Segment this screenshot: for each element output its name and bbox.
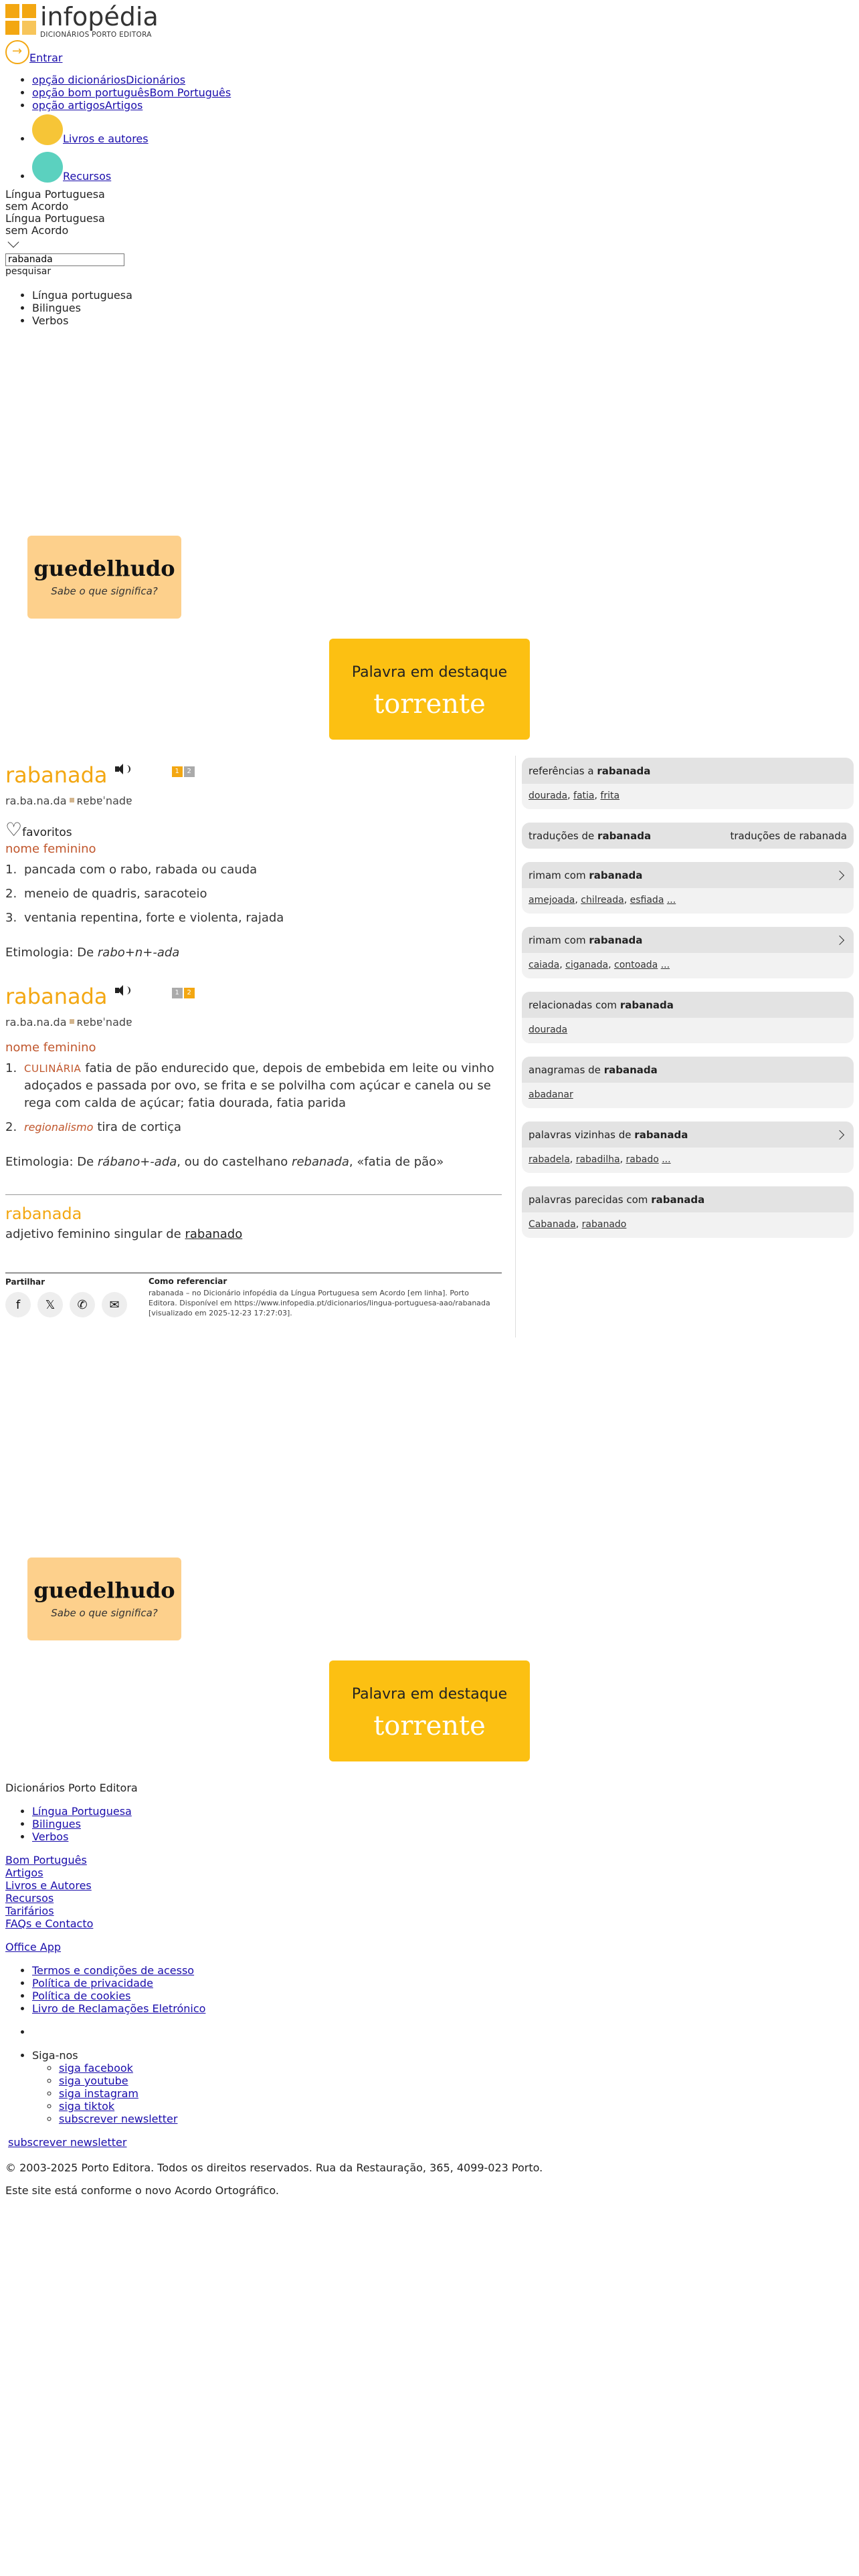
related-link[interactable]: frita xyxy=(600,790,620,801)
favorites-button[interactable] xyxy=(5,821,502,839)
ipa: ʀɐbɐˈnadɐ xyxy=(76,794,132,807)
entry-title: rabanada xyxy=(5,762,108,788)
etymology: Etimologia: De rábano+-ada, ou do castelhano rebanada, «fatia de pão» xyxy=(5,1155,444,1169)
main-nav xyxy=(5,74,231,183)
featured-word: torrente xyxy=(373,1711,486,1741)
more-link[interactable]: ... xyxy=(666,895,676,905)
footer xyxy=(5,1782,854,2149)
speaker-icon[interactable] xyxy=(115,764,128,774)
footer-empty-list xyxy=(5,2026,854,2038)
dictionaries-icon: opção dicionários xyxy=(32,74,126,86)
definition-item: 3. ventania repentina, forte e violenta, rajada xyxy=(5,911,284,925)
related-link[interactable]: abadanar xyxy=(529,1089,573,1100)
homonym-tab-2[interactable]: 2 xyxy=(184,988,195,998)
footer-dictionaries xyxy=(5,1805,854,1843)
nav-item-bom-portugues[interactable] xyxy=(32,86,231,99)
youtube-icon[interactable]: siga youtube xyxy=(59,2074,128,2087)
homonym-tab-2[interactable]: 2 xyxy=(184,766,195,777)
dictionary-selector[interactable] xyxy=(5,189,105,249)
footer-link[interactable]: Verbos xyxy=(32,1830,69,1843)
definition-item: 1. CULINÁRIA fatia de pão endurecido que, depois de embebida em leite ou vinho adoçados e passada por ovo, se frita e se polvilha com açúcar e canela ou se rega com calda de açúcar; fatia dourada, fatia parida xyxy=(5,1061,494,1110)
books-icon xyxy=(32,114,63,145)
footer-link[interactable]: Artigos xyxy=(5,1866,43,1879)
nav-item-livros[interactable] xyxy=(32,114,231,145)
word-of-day-question: Sabe o que significa? xyxy=(51,1607,158,1619)
heart-icon: ♡ xyxy=(5,819,23,841)
translations-image: traduções de rabanada xyxy=(730,829,847,842)
chevron-down-icon[interactable] xyxy=(8,237,19,248)
footer-link[interactable]: Tarifários xyxy=(5,1905,54,1917)
share-label: Partilhar xyxy=(5,1277,45,1287)
related-link[interactable]: Cabanada xyxy=(529,1219,576,1230)
definitions-list xyxy=(5,1060,502,1136)
footer-link[interactable]: Termos e condições de acesso xyxy=(32,1964,195,1977)
syllables: ra.ba.na.da xyxy=(5,794,67,807)
related-link[interactable]: rabadilha xyxy=(575,1154,620,1165)
definition-link[interactable]: rabanado xyxy=(185,1227,243,1241)
chevron-right-icon[interactable] xyxy=(835,870,844,879)
nav-label-recursos[interactable]: Recursos xyxy=(63,170,112,183)
dictionary-selected-line1: Língua Portuguesa xyxy=(5,188,105,201)
definition-item: 2. regionalismo tira de cortiça xyxy=(5,1120,182,1134)
entry-2 xyxy=(5,984,502,1169)
entry-subtitle: rabanada xyxy=(5,1204,82,1223)
ipa: ʀɐbɐˈnadɐ xyxy=(76,1016,132,1029)
speaker-icon[interactable] xyxy=(115,985,128,996)
grammatical-category: nome feminino xyxy=(5,842,96,856)
card-anagrams: anagramas de rabanada abadanar xyxy=(522,1057,854,1108)
logo-subtitle: DICIONÁRIOS PORTO EDITORA xyxy=(40,31,152,39)
nav-item-artigos[interactable] xyxy=(32,99,231,112)
dictionary-option-line1: Língua Portuguesa xyxy=(5,212,105,225)
related-link[interactable]: dourada xyxy=(529,790,568,801)
login-icon xyxy=(5,40,29,64)
featured-word-card[interactable] xyxy=(329,639,530,740)
footer-social xyxy=(5,2049,854,2125)
word-of-day-card[interactable] xyxy=(27,1558,181,1640)
homonym-tab-1[interactable]: 1 xyxy=(172,988,183,998)
entry-1 xyxy=(5,762,502,960)
nav-label-artigos[interactable]: Artigos xyxy=(104,99,143,112)
related-link[interactable]: chilreada xyxy=(581,895,624,905)
search-icon[interactable]: pesquisar xyxy=(5,266,52,277)
word-of-day-word: guedelhudo xyxy=(33,1578,175,1603)
region-label: regionalismo xyxy=(24,1121,94,1134)
nav-label-dicionarios[interactable]: Dicionários xyxy=(126,74,186,86)
footer-link[interactable]: Política de cookies xyxy=(32,1990,131,2002)
x-icon[interactable]: 𝕏 xyxy=(37,1292,63,1317)
suggestion-item[interactable]: • Língua portuguesa xyxy=(32,289,132,302)
logo[interactable] xyxy=(5,4,159,39)
chevron-right-icon[interactable] xyxy=(835,935,844,944)
search-input[interactable] xyxy=(5,253,124,266)
homonym-tabs xyxy=(172,763,196,777)
sidebar xyxy=(522,758,854,1251)
footer-links xyxy=(5,1854,854,1930)
etymology: Etimologia: De rabo+n+-ada xyxy=(5,946,180,960)
copyright: © 2003-2025 Porto Editora. Todos os direitos reservados. Rua da Restauração, 365, 4099-023 Porto. xyxy=(5,2161,543,2174)
orthography-note: Este site está conforme o novo Acordo Ortográfico. xyxy=(5,2184,279,2197)
citation xyxy=(149,1277,496,1318)
homonym-tabs xyxy=(172,984,196,998)
featured-word: torrente xyxy=(373,689,486,720)
footer-title: Dicionários Porto Editora xyxy=(5,1782,138,1794)
related-link[interactable]: amejoada xyxy=(529,895,575,905)
related-link[interactable]: caiada xyxy=(529,960,560,970)
card-rhymes-1: rimam com rabanada amejoada, chilreada, esfiada ... xyxy=(522,862,854,914)
card-related: relacionadas com rabanada dourada xyxy=(522,992,854,1043)
good-portuguese-icon: opção bom português xyxy=(32,86,150,99)
suggestion-item[interactable]: • Verbos xyxy=(32,314,132,327)
entry-title: rabanada xyxy=(5,984,108,1009)
footer-link[interactable]: Recursos xyxy=(5,1892,54,1905)
tiktok-icon[interactable]: siga tiktok xyxy=(59,2100,115,2113)
featured-word-card[interactable] xyxy=(329,1660,530,1761)
column-divider xyxy=(515,756,516,1337)
related-link[interactable]: ciganada xyxy=(565,960,609,970)
facebook-icon[interactable]: f xyxy=(5,1292,31,1317)
login-link[interactable] xyxy=(5,40,62,64)
articles-icon: opção artigos xyxy=(32,99,105,112)
dictionary-suggestions xyxy=(5,289,132,327)
footer-link[interactable]: Livro de Reclamações Eletrónico xyxy=(32,2002,206,2015)
instagram-icon[interactable]: siga instagram xyxy=(59,2087,138,2100)
definition-item: 1. pancada com o rabo, rabada ou cauda xyxy=(5,863,258,877)
footer-link[interactable]: Bilingues xyxy=(32,1818,81,1830)
related-link[interactable]: contoada xyxy=(614,960,658,970)
definitions-list xyxy=(5,861,502,927)
footer-link[interactable]: FAQs e Contacto xyxy=(5,1917,94,1930)
card-references: referências a rabanada dourada, fatia, frita xyxy=(522,758,854,809)
related-link[interactable]: dourada xyxy=(529,1025,568,1035)
logo-mark-icon xyxy=(5,4,36,35)
resources-icon xyxy=(32,152,63,183)
mail-icon[interactable]: ✉ xyxy=(102,1292,127,1317)
pronunciation xyxy=(5,1016,502,1029)
search-button[interactable] xyxy=(5,266,51,277)
entry-definition: adjetivo feminino singular de rabanado xyxy=(5,1227,243,1241)
search-box xyxy=(5,252,124,266)
chevron-right-icon[interactable] xyxy=(835,1130,844,1139)
dictionary-selected-line2: sem Acordo xyxy=(5,200,69,213)
logo-name: infopédia xyxy=(40,2,159,31)
facebook-icon[interactable]: siga facebook xyxy=(59,2062,133,2074)
follow-label: Siga-nos xyxy=(32,2049,78,2062)
entry-content xyxy=(5,762,502,1241)
card-translations[interactable]: traduções de rabanada traduções de rabanada xyxy=(522,823,854,849)
footer-legal xyxy=(5,1964,854,2015)
favorites-label: favoritos xyxy=(22,826,72,839)
citation-text: rabanada – no Dicionário infopédia da Língua Portuguesa sem Acordo [em linha]. Porto Editora. Disponível em https://www.infopedia.pt/dicionarios/lingua-portuguesa-aao/rabanada [visualizado em 2025-12-23 17:27:03]. xyxy=(149,1289,490,1317)
domain-label: CULINÁRIA xyxy=(24,1063,82,1075)
more-link[interactable]: ... xyxy=(662,1154,671,1165)
related-link[interactable]: rabadela xyxy=(529,1154,570,1165)
homonym-tab-1[interactable]: 1 xyxy=(172,766,183,777)
footer-link[interactable]: Língua Portuguesa xyxy=(32,1805,132,1818)
syllables: ra.ba.na.da xyxy=(5,1016,67,1029)
footer-link[interactable]: Bom Português xyxy=(5,1854,87,1866)
card-neighbors: palavras vizinhas de rabanada rabadela, rabadilha, rabado ... xyxy=(522,1121,854,1173)
card-rhymes-2: rimam com rabanada caiada, ciganada, contoada ... xyxy=(522,927,854,978)
suggestion-item[interactable]: • Bilingues xyxy=(32,302,132,314)
related-link[interactable]: rabado xyxy=(626,1154,659,1165)
whatsapp-icon[interactable]: ✆ xyxy=(70,1292,95,1317)
footer-link[interactable]: Livros e Autores xyxy=(5,1879,92,1892)
dictionary-option-line2: sem Acordo xyxy=(5,224,69,237)
nav-item-recursos[interactable] xyxy=(32,152,231,183)
newsletter-link[interactable]: subscrever newsletter xyxy=(59,2113,178,2125)
featured-label: Palavra em destaque xyxy=(351,664,508,681)
card-similar: palavras parecidas com rabanada Cabanada, rabanado xyxy=(522,1186,854,1238)
related-link[interactable]: rabanado xyxy=(581,1219,627,1230)
office-app-link[interactable]: Office App xyxy=(5,1941,62,1953)
footer-link[interactable]: Política de privacidade xyxy=(32,1977,153,1990)
featured-label: Palavra em destaque xyxy=(351,1686,508,1703)
word-of-day-question: Sabe o que significa? xyxy=(51,585,158,597)
citation-title: Como referenciar xyxy=(149,1277,227,1286)
grammatical-category: nome feminino xyxy=(5,1041,96,1055)
nav-item-dicionarios[interactable] xyxy=(32,74,231,86)
nav-label-bom-portugues[interactable]: Bom Português xyxy=(149,86,231,99)
word-of-day-card[interactable] xyxy=(27,536,181,619)
related-link[interactable]: fatia xyxy=(573,790,595,801)
definition-item: 2. meneio de quadris, saracoteio xyxy=(5,887,207,901)
more-link[interactable]: ... xyxy=(660,960,670,970)
login-label[interactable]: Entrar xyxy=(29,51,63,64)
pronunciation xyxy=(5,794,502,807)
related-link[interactable]: esfiada xyxy=(630,895,664,905)
newsletter-button[interactable]: subscrever newsletter xyxy=(8,2136,127,2149)
nav-label-livros[interactable]: Livros e autores xyxy=(63,132,149,145)
entry-3 xyxy=(5,1204,502,1241)
word-of-day-word: guedelhudo xyxy=(33,556,175,581)
